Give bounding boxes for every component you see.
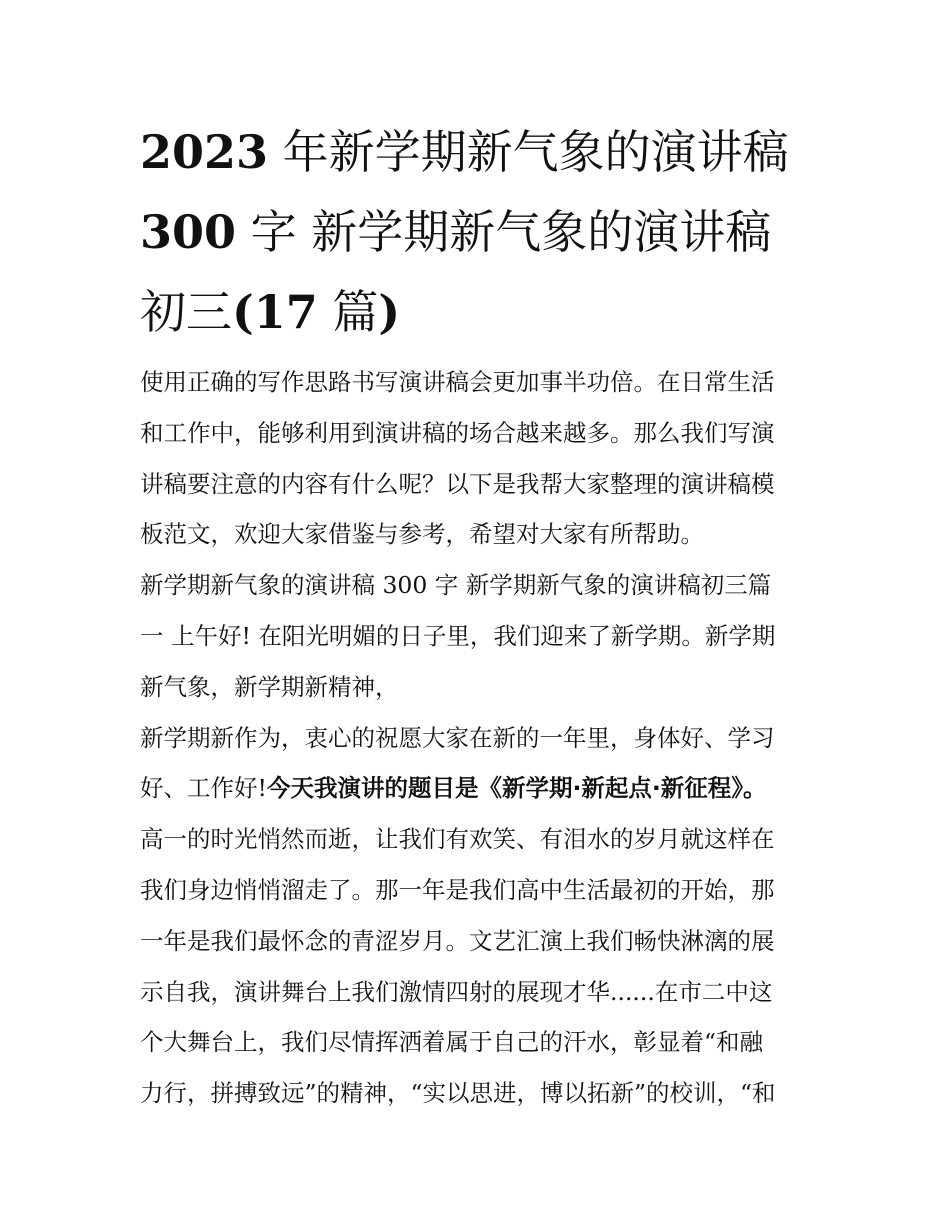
body-line: 力行，拼搏致远”的精神，“实以思进，博以拓新”的校训，“和 — [140, 1079, 776, 1108]
body-line: 个大舞台上，我们尽情挥洒着属于自己的汗水，彰显着“和融 — [140, 1028, 764, 1057]
document-title — [140, 112, 840, 352]
title-paren: ) — [378, 285, 401, 339]
speech-topic-highlight: 今天我演讲的题目是《新学期·新起点·新征程》。 — [266, 774, 767, 803]
title-text: 篇 — [332, 285, 379, 339]
body-line: 新学期新气象的演讲稿 300 字 新学期新气象的演讲稿初三篇 — [140, 571, 772, 600]
body-line-mixed — [140, 763, 820, 814]
title-text: 字 新学期新气象的演讲稿 — [250, 205, 772, 259]
body-line: 新气象，新学期新精神， — [140, 672, 399, 701]
title-line-2 — [140, 192, 840, 272]
body-line: 一年是我们最怀念的青涩岁月。文艺汇演上我们畅快淋漓的展 — [140, 926, 775, 955]
body-text: 好、工作好! — [140, 774, 267, 803]
body-line: 新学期新作为，衷心的祝愿大家在新的一年里，身体好、学习 — [140, 723, 775, 752]
body-line: 使用正确的写作思路书写演讲稿会更加事半功倍。在日常生活 — [140, 368, 775, 396]
title-number: 300 — [140, 205, 237, 259]
body-line: 板范文，欢迎大家借鉴与参考，希望对大家有所帮助。 — [140, 520, 704, 549]
title-line-1 — [140, 112, 840, 192]
title-text: 初三 — [140, 285, 232, 339]
body-line: 示自我，演讲舞台上我们激情四射的展现才华......在市二中这 — [140, 977, 773, 1006]
body-line: 高一的时光悄然而逝，让我们有欢笑、有泪水的岁月就这样在 — [140, 825, 775, 854]
body-line: 一 上午好! 在阳光明媚的日子里，我们迎来了新学期。新学期 — [140, 621, 776, 650]
body-line: 我们身边悄悄溜走了。那一年是我们高中生活最初的开始，那 — [140, 875, 775, 904]
body-line: 讲稿要注意的内容有什么呢？以下是我帮大家整理的演讲稿模 — [140, 469, 775, 498]
body-line: 和工作中，能够利用到演讲稿的场合越来越多。那么我们写演 — [140, 418, 775, 447]
title-number: 2023 — [140, 125, 269, 179]
title-text: 年新学期新气象的演讲稿 — [282, 125, 789, 179]
title-line-3 — [140, 272, 840, 352]
title-number: (17 — [232, 285, 318, 339]
document-body — [140, 357, 820, 1119]
